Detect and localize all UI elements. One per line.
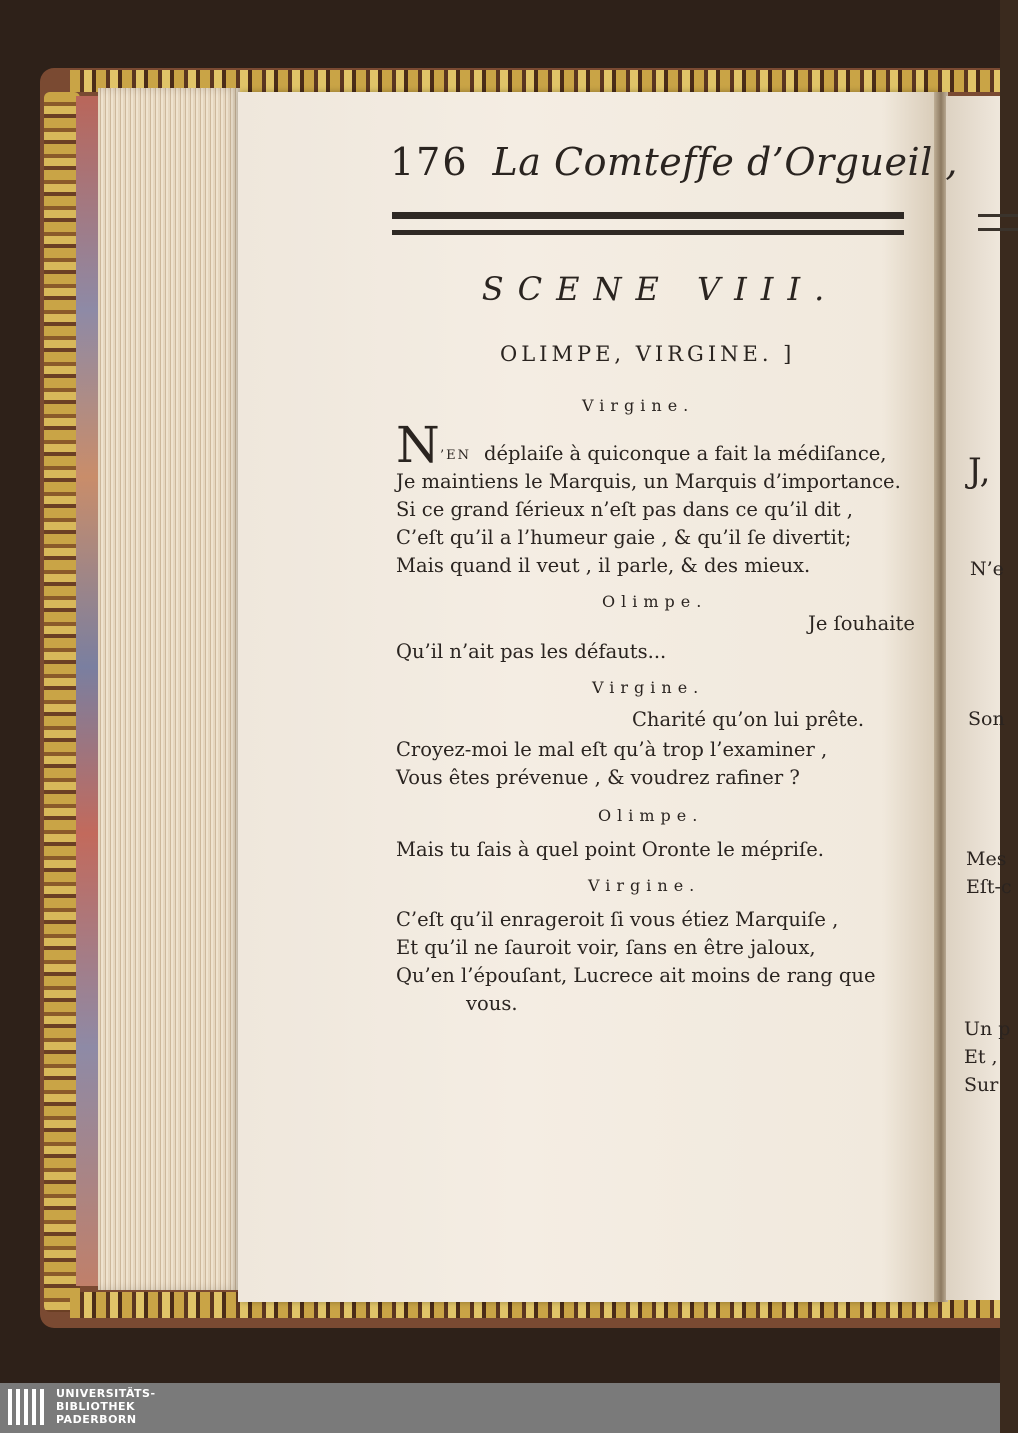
speaker-name: Virgine.: [592, 678, 705, 697]
scene-heading: SCENE VIII.: [481, 270, 839, 308]
verse-line: C’eſt qu’il a l’humeur gaie , & qu’il ſe divertit;: [396, 526, 852, 549]
marbled-endpaper: [76, 96, 98, 1286]
speaker-name: Virgine.: [582, 396, 695, 415]
speaker-name: Olimpe.: [598, 806, 704, 825]
page-edges: [98, 88, 240, 1290]
speaker-name: Virgine.: [588, 876, 701, 895]
facing-fragment: Mes: [966, 848, 1007, 870]
facing-rule: [978, 214, 1018, 217]
page-number: 176: [390, 140, 469, 184]
verse-line: Qu’il n’ait pas les défauts...: [396, 640, 667, 663]
verse-line: C’eſt qu’il enrageroit ſi vous étiez Marquiſe ,: [396, 908, 839, 931]
speaker-name: Olimpe.: [602, 592, 708, 611]
verse-line: Si ce grand ſérieux n’eſt pas dans ce qu’il dit ,: [396, 498, 853, 521]
facing-fragment: J,: [968, 451, 991, 491]
verse-line: Je ſouhaite: [808, 612, 915, 635]
library-name: [56, 1387, 156, 1426]
verse-line: vous.: [466, 992, 518, 1015]
verse-line: Je maintiens le Marquis, un Marquis d’importance.: [396, 470, 901, 493]
verse-line: déplaiſe à quiconque a fait la médiſance,: [484, 442, 887, 465]
facing-fragment: Son: [968, 708, 1005, 730]
verse-line: Vous êtes prévenue , & voudrez rafiner ?: [396, 766, 800, 789]
library-footer: [0, 1383, 1000, 1433]
facing-page: [946, 96, 1012, 1300]
verse-line: Qu’en l’épouſant, Lucrece ait moins de rang que: [396, 964, 876, 987]
facing-rule: [978, 228, 1018, 231]
library-name-line: BIBLIOTHEK: [56, 1400, 136, 1413]
verse-line: Mais tu ſais à quel point Oronte le mépriſe.: [396, 838, 824, 861]
verse-line: Charité qu’on lui prête.: [632, 708, 865, 731]
cast-line: OLIMPE, VIRGINE. ]: [500, 342, 796, 366]
header-rule-thick: [392, 212, 904, 219]
facing-fragment: Un p: [964, 1018, 1011, 1040]
header-rule-thin: [392, 230, 904, 235]
facing-fragment: Et ,: [964, 1046, 998, 1068]
running-title: La Comteffe d’Orgueil ,: [492, 140, 958, 184]
facing-fragment: Sur: [964, 1074, 999, 1096]
first-word: ’EN: [440, 448, 471, 463]
verse-line: Mais quand il veut , il parle, & des mieux.: [396, 554, 811, 577]
library-name-line: UNIVERSITÄTS-: [56, 1387, 156, 1400]
library-logo-icon: [8, 1389, 48, 1425]
spine-gilt-tooling: [44, 92, 80, 1312]
verse-line: Croyez-moi le mal eſt qu’à trop l’examiner ,: [396, 738, 828, 761]
library-name-line: PADERBORN: [56, 1413, 137, 1426]
facing-fragment: N’e: [970, 558, 1004, 580]
running-head: [390, 140, 958, 184]
drop-cap: N: [396, 416, 440, 474]
verse-line: Et qu’il ne ſauroit voir, ſans en être jaloux,: [396, 936, 816, 959]
facing-fragment: Eſt-c: [966, 876, 1012, 898]
